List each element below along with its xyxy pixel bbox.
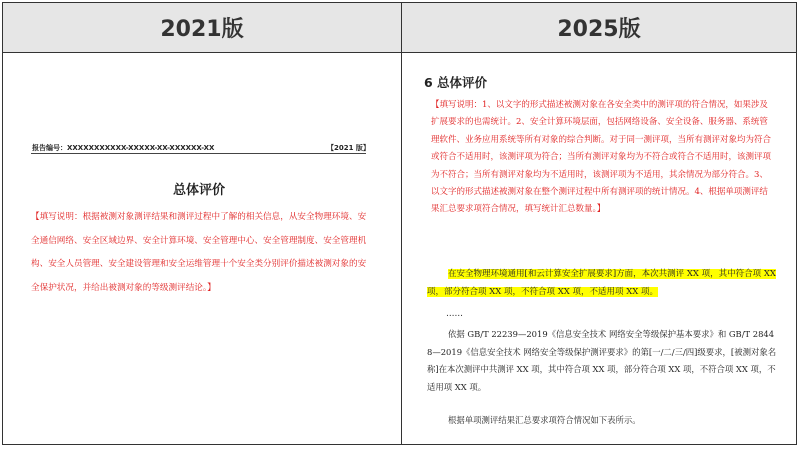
instruction-2025: 【填写说明：1、以文字的形式描述被测对象在各安全类中的测评项的符合情况，如果涉及扩展要求的也需统计。2、安全计算环境层面，包括网络设备、安全设备、服务器、系统管理软件、业务应用系统等所有对象的综合判断。对于同一测评项，当所有测评对象均为符合或符合不适用时，该测评项为符合；当所有测评对象均为不符合或符合不适用时，该测评项为不符合；当所有测评对象均为不适用时，该测评项为不适用，其余情况为部分符合。3、以文字的形式描述被测对象在整个测评过程中所有测评项的统计情况。4、根据单项测评结果汇总要求项符合情况，填写统计汇总数量。】	[431, 100, 772, 215]
version-tag: 【2021 版】	[327, 144, 370, 152]
table-intro: 根据单项测评结果汇总要求项符合情况如下表所示。	[448, 415, 641, 425]
instruction-2021: 【填写说明：根据被测对象测评结果和测评过程中了解的相关信息，从安全物理环境、安全通信网络、安全区域边界、安全计算环境、安全管理中心、安全管理制度、安全管理机构、安全人员管理、安全建设管理和安全运维管理十个安全类分别评价描述被测对象的安全保护状况，并给出被测对象的等级测评结论。】	[31, 212, 367, 293]
section-title-2025: 6 总体评价	[424, 75, 488, 90]
header-divider	[2, 52, 797, 53]
section-title-2021: 总体评价	[172, 183, 225, 198]
ellipsis: ……	[446, 309, 463, 319]
header-2021: 2021版	[3, 3, 401, 52]
column-divider	[401, 2, 402, 445]
highlighted-text: 在安全物理环境通用[和云计算安全扩展要求]方面，本次共测评 XX 项，其中符合项 XX 项，部分符合项 XX 项，不符合项 XX 项，不适用项 XX 项。	[427, 269, 776, 297]
highlighted-paragraph	[427, 266, 777, 301]
report-number: 报告编号：XXXXXXXXXXX-XXXXX-XX-XXXXXX-XX	[32, 144, 215, 152]
conclusion-paragraph: 依据 GB/T 22239—2019《信息安全技术 网络安全等级保护基本要求》和 GB/T 28448—2019《信息安全技术 网络安全等级保护测评要求》的第[一/二/三/四]级要求，[被测对象名称]在本次测评中共测评 XX 项，其中符合项 XX 项，部分符合项 XX 项，不符合项 XX 项，不适用项 XX 项。	[427, 329, 777, 393]
header-rule	[31, 153, 366, 154]
header-2025: 2025版	[402, 3, 796, 52]
